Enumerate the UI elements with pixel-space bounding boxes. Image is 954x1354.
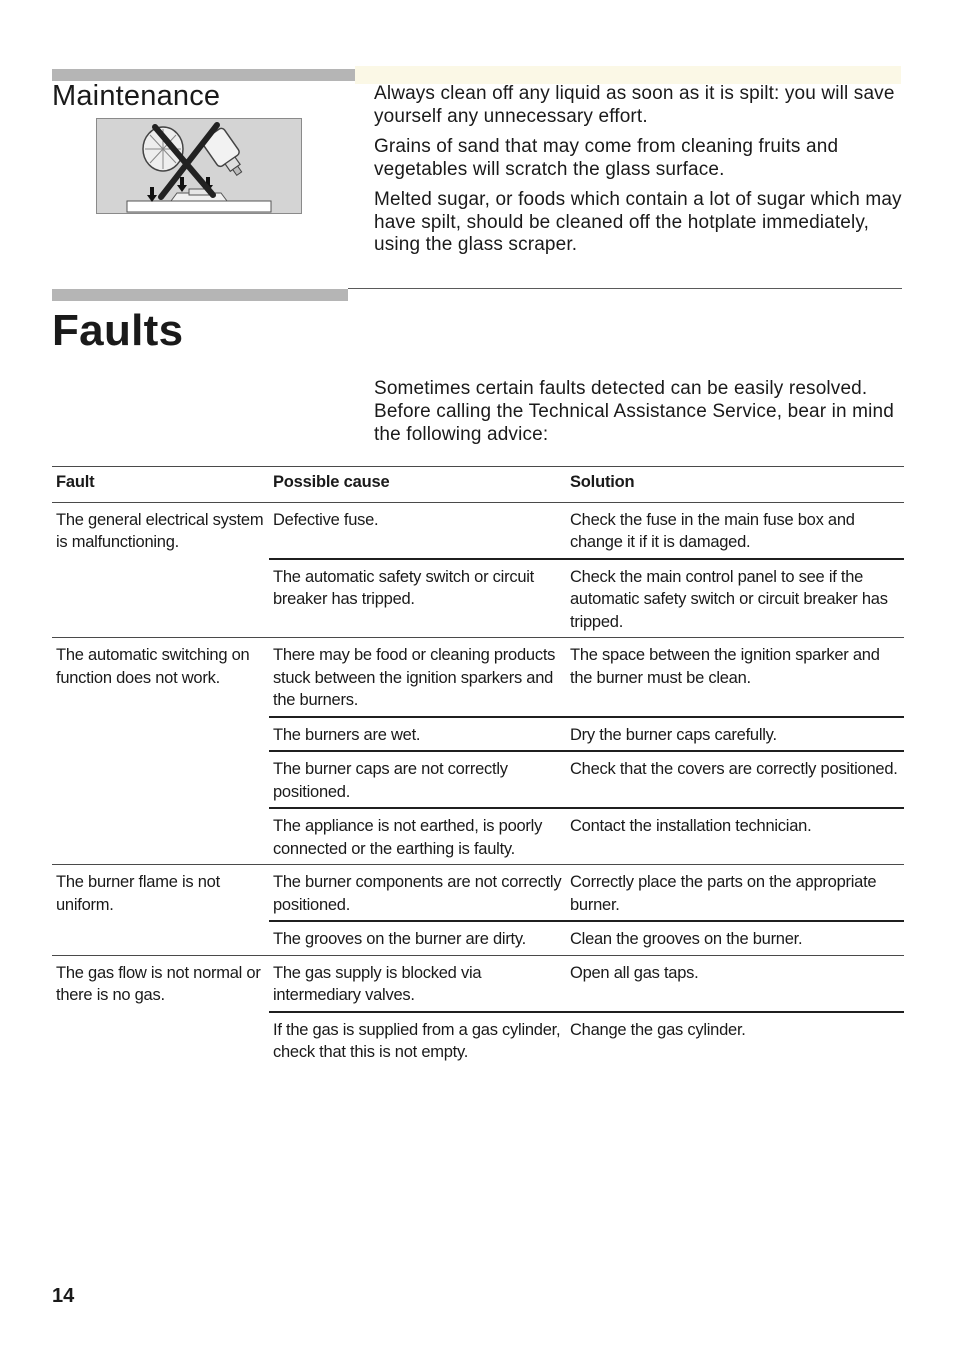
cause-cell: The burner components are not correctly positioned. [269, 865, 566, 922]
solution-cell: Check that the covers are correctly positioned. [566, 751, 904, 808]
faults-title: Faults [52, 306, 184, 355]
cause-cell: The burners are wet. [269, 717, 566, 752]
solution-cell: The space between the ignition sparker and the burner must be clean. [566, 638, 904, 717]
cause-cell: The appliance is not earthed, is poorly connected or the earthing is faulty. [269, 808, 566, 865]
faults-section-bar [52, 289, 348, 301]
table-header-row [52, 467, 904, 503]
header-solution: Solution [566, 467, 904, 503]
solution-cell: Clean the grooves on the burner. [566, 921, 904, 955]
fault-cell: The gas flow is not normal or there is no gas. [52, 955, 269, 1068]
solution-cell: Contact the installation technician. [566, 808, 904, 865]
solution-cell: Dry the burner caps carefully. [566, 717, 904, 752]
page-number: 14 [52, 1285, 75, 1307]
cleaning-warning-illustration [96, 118, 302, 214]
fault-cell: The burner flame is not uniform. [52, 865, 269, 956]
cause-cell: There may be food or cleaning products stuck between the ignition sparkers and the burners. [269, 638, 566, 717]
faults-intro: Sometimes certain faults detected can be easily resolved. Before calling the Technical Assistance Service, bear in mind the following advice: [374, 378, 894, 445]
fault-cell: The automatic switching on function does not work. [52, 638, 269, 865]
faults-table [52, 466, 904, 1068]
fault-cell: The general electrical system is malfunctioning. [52, 502, 269, 638]
cause-cell: The grooves on the burner are dirty. [269, 921, 566, 955]
maintenance-paragraph: Grains of sand that may come from cleaning fruits and vegetables will scratch the glass surface. [374, 136, 839, 180]
solution-cell: Check the main control panel to see if the automatic safety switch or circuit breaker has tripped. [566, 559, 904, 638]
table-row [52, 955, 904, 1012]
maintenance-header-tint [355, 66, 901, 84]
table-row [52, 638, 904, 717]
maintenance-text [374, 83, 904, 265]
cause-cell: The automatic safety switch or circuit breaker has tripped. [269, 559, 566, 638]
header-possible-cause: Possible cause [269, 467, 566, 503]
header-fault: Fault [52, 467, 269, 503]
table-row [52, 502, 904, 559]
solution-cell: Check the fuse in the main fuse box and change it if it is damaged. [566, 502, 904, 559]
solution-cell: Correctly place the parts on the appropriate burner. [566, 865, 904, 922]
maintenance-paragraph: Melted sugar, or foods which contain a lot of sugar which may have spilt, should be cleaned off the hotplate immediately, using the glass scraper. [374, 189, 902, 255]
maintenance-paragraph: Always clean off any liquid as soon as it is spilt: you will save yourself any unnecessary effort. [374, 83, 895, 127]
cause-cell: The gas supply is blocked via intermediary valves. [269, 955, 566, 1012]
cause-cell: If the gas is supplied from a gas cylinder, check that this is not empty. [269, 1012, 566, 1068]
maintenance-title: Maintenance [52, 80, 221, 112]
table-row [52, 865, 904, 922]
solution-cell: Change the gas cylinder. [566, 1012, 904, 1068]
solution-cell: Open all gas taps. [566, 955, 904, 1012]
faults-section-rule [348, 288, 902, 289]
cause-cell: Defective fuse. [269, 502, 566, 559]
cause-cell: The burner caps are not correctly positioned. [269, 751, 566, 808]
no-lemon-no-cleaner-icon [97, 119, 301, 213]
